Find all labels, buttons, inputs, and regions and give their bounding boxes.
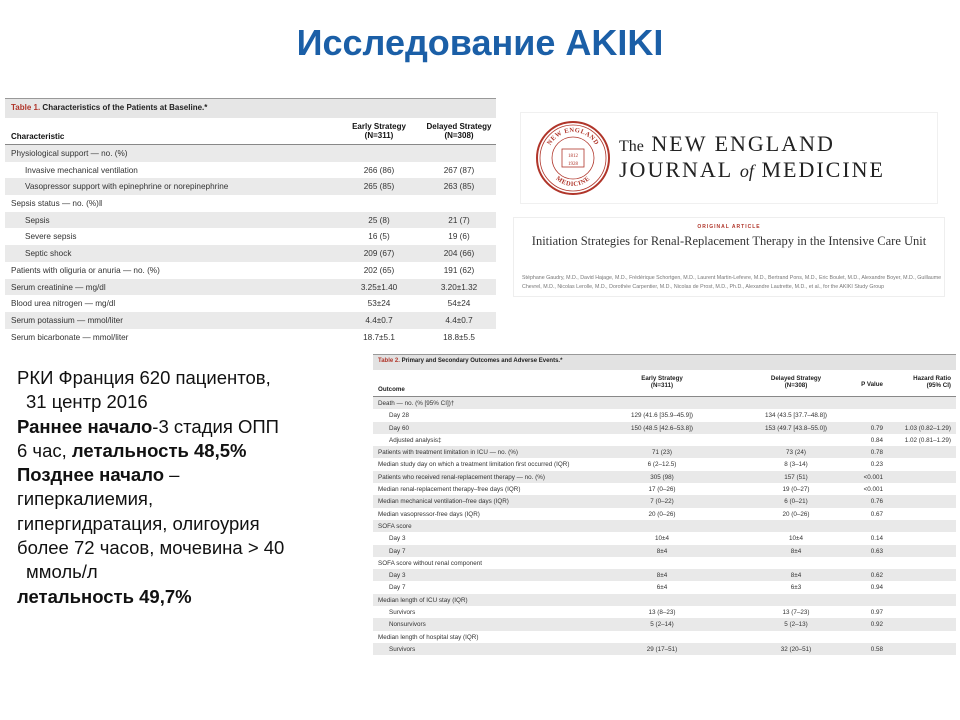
- row-p: <0.001: [863, 486, 883, 494]
- row-label: Death — no. (% [95% CI])†: [378, 400, 455, 407]
- row-early: 5 (2–14): [650, 621, 674, 629]
- row-p: 0.94: [870, 584, 883, 592]
- table-row: [373, 631, 956, 643]
- table-row: [373, 397, 956, 409]
- table-row: [373, 557, 956, 569]
- table1-header-early-n: (N=311): [364, 131, 394, 140]
- table1-caption-label: Table 1.: [11, 103, 41, 112]
- table-row: [373, 618, 956, 630]
- nejm-logo: [520, 112, 938, 204]
- row-p: 0.14: [870, 535, 883, 543]
- row-p: 0.78: [870, 449, 883, 457]
- row-delayed: 73 (24): [786, 449, 806, 457]
- row-delayed: 54±24: [447, 299, 471, 309]
- row-early: 25 (8): [368, 215, 390, 225]
- row-hr: 1.02 (0.81–1.29): [904, 436, 951, 444]
- article-title: Initiation Strategies for Renal-Replacement Therapy in the Intensive Care Unit: [531, 234, 927, 248]
- seal-year-1: 1812: [568, 154, 578, 159]
- row-delayed: 191 (62): [443, 265, 475, 275]
- row-p: 0.76: [870, 498, 883, 506]
- table-row: [5, 245, 496, 262]
- table-row: [5, 329, 496, 346]
- summary-line: [17, 463, 377, 487]
- table1-caption: [5, 99, 496, 118]
- table1-header: [5, 118, 496, 145]
- row-label: Blood urea nitrogen — mg/dl: [11, 299, 116, 309]
- row-label: Patients with oliguria or anuria — no. (%): [11, 265, 160, 275]
- row-p: 0.67: [870, 510, 883, 518]
- table-row: [5, 195, 496, 212]
- table-row: [373, 483, 956, 495]
- row-delayed: 153 (49.7 [43.8–55.0]): [765, 424, 827, 432]
- row-early: 7 (0–22): [650, 498, 674, 506]
- row-label: Severe sepsis: [25, 232, 77, 242]
- table2-caption: [373, 355, 956, 370]
- summary-line: гипергидратация, олигоурия: [17, 512, 260, 534]
- row-early: 266 (86): [363, 165, 395, 175]
- row-early: 6 (2–12.5): [647, 461, 677, 469]
- seal-bottom-text: MEDICINE: [554, 175, 592, 189]
- row-early: 20 (0–26): [648, 510, 676, 518]
- row-label: Sepsis status — no. (%)‖: [11, 199, 103, 209]
- row-label: Median length of hospital stay (IQR): [378, 633, 479, 641]
- outcomes-table: [373, 354, 956, 697]
- row-delayed: 8 (3–14): [784, 461, 808, 469]
- summary-line4-bold: летальность 48,5%: [71, 439, 247, 461]
- row-label: Patients with treatment limitation in ICU — no. (%): [378, 449, 518, 457]
- table2-header-early: [595, 375, 729, 389]
- summary-line: РКИ Франция 620 пациентов,: [17, 367, 271, 388]
- row-label: Septic shock: [25, 249, 72, 259]
- row-delayed: 21 (7): [448, 215, 470, 225]
- row-early: 18.7±5.1: [363, 332, 395, 342]
- row-label: Median study day on which a treatment limitation first occurred (IQR): [378, 461, 570, 469]
- row-delayed: 263 (85): [443, 182, 475, 192]
- summary-line10-bold: летальность 49,7%: [17, 585, 192, 607]
- table-row: [5, 145, 496, 162]
- table-row: [373, 409, 956, 421]
- row-label: Day 3: [389, 535, 406, 543]
- summary-line: гиперкалиемия,: [17, 488, 154, 510]
- table-row: [5, 178, 496, 195]
- table-row: [373, 532, 956, 544]
- row-delayed: 19 (0–27): [782, 486, 810, 494]
- table2-header-hr: [883, 375, 951, 389]
- row-label: Sepsis: [25, 215, 50, 225]
- row-label: Day 60: [389, 424, 409, 432]
- journal-name-line1: [619, 131, 835, 157]
- row-delayed: 18.8±5.5: [443, 332, 475, 342]
- summary-line: [17, 415, 377, 439]
- row-delayed: 32 (20–51): [780, 645, 812, 653]
- table-row: [5, 162, 496, 179]
- row-early: 202 (65): [363, 265, 395, 275]
- table1-header-early: [339, 122, 419, 140]
- row-early: 53±24: [367, 299, 391, 309]
- table-row: [373, 545, 956, 557]
- row-early: 150 (48.5 [42.6–53.8]): [631, 424, 693, 432]
- row-label: Patients who received renal-replacement therapy — no. (%): [378, 473, 545, 481]
- journal-the: The: [619, 138, 644, 155]
- table-row: [373, 594, 956, 606]
- summary-line: [17, 439, 377, 463]
- row-label: Day 28: [389, 412, 409, 420]
- table-row: [373, 495, 956, 507]
- row-label: Survivors: [389, 645, 416, 653]
- row-p: 0.23: [870, 461, 883, 469]
- row-label: Invasive mechanical ventilation: [25, 165, 138, 175]
- row-delayed: 10±4: [789, 535, 803, 543]
- row-delayed: 4.4±0.7: [445, 315, 473, 325]
- baseline-characteristics-table: [5, 98, 496, 351]
- row-label: Median length of ICU stay (IQR): [378, 596, 468, 604]
- row-label: Survivors: [389, 609, 416, 617]
- row-delayed: 6 (0–21): [784, 498, 808, 506]
- table2-header-early-label: Early Strategy: [641, 375, 683, 382]
- table-row: [5, 312, 496, 329]
- row-early: 6±4: [656, 584, 668, 592]
- row-early: 8±4: [656, 572, 668, 580]
- row-p: 0.84: [870, 436, 883, 444]
- row-label: Day 3: [389, 572, 406, 580]
- row-early: 305 (98): [650, 473, 674, 481]
- row-early: 16 (5): [368, 232, 390, 242]
- article-authors: Stéphane Gaudry, M.D., David Hajage, M.D., Frédérique Schortgen, M.D., Laurent Martin-Lefevre, M.D., Bertrand Pons, M.D., Eric Boulet, M.D., Alexandre Boyer, M.D., Guillaume Chevrel, M.D., Nicolas Lerolle, M.D., Dorothée Carpentier, M.D., Nicolas de Prost, M.D., Ph.D., Alexandre Lautrette, M.D., et al., for the AKIKI Study Group: [522, 275, 942, 290]
- summary-line4-plain: 6 час,: [17, 439, 72, 461]
- row-delayed: 13 (7–23): [782, 609, 810, 617]
- table1-header-delayed-n: (N=308): [444, 131, 474, 140]
- table1-caption-text: Characteristics of the Patients at Baseline.*: [40, 103, 208, 112]
- table-row: [5, 212, 496, 229]
- table2-header-outcome: Outcome: [378, 386, 405, 393]
- table2-header-delayed-label: Delayed Strategy: [770, 375, 822, 382]
- summary-late-rest: –: [164, 464, 180, 486]
- table-row: [373, 569, 956, 581]
- journal-name-line2: [619, 157, 885, 183]
- article-header: [513, 217, 945, 297]
- summary-early-rest: -3 стадия ОПП: [152, 415, 279, 437]
- row-delayed: 134 (43.5 [37.7–48.8]): [765, 412, 827, 420]
- row-early: 10±4: [655, 535, 669, 543]
- row-p: 0.62: [870, 572, 883, 580]
- nejm-seal-icon: [535, 120, 611, 196]
- table-row: [373, 643, 956, 655]
- journal-line2-of: of: [739, 161, 754, 181]
- table1-header-delayed: [419, 122, 496, 140]
- table1-header-characteristic: Characteristic: [11, 132, 65, 141]
- table2-header-delayed-n: (N=308): [784, 382, 808, 389]
- row-p: 0.58: [870, 645, 883, 653]
- seal-top-text: NEW ENGLAND: [545, 126, 601, 147]
- row-early: 13 (8–23): [648, 609, 676, 617]
- table-row: [373, 471, 956, 483]
- row-label: SOFA score: [378, 522, 412, 530]
- journal-line2-b: MEDICINE: [761, 157, 885, 182]
- table2-caption-label: Table 2.: [378, 358, 400, 364]
- table2-header: [373, 370, 956, 397]
- row-early: 17 (0–26): [648, 486, 676, 494]
- row-delayed: 5 (2–13): [784, 621, 808, 629]
- row-delayed: 3.20±1.32: [440, 282, 478, 292]
- summary-text: [17, 366, 377, 609]
- row-label: SOFA score without renal component: [378, 559, 482, 567]
- row-delayed: 8±4: [790, 547, 802, 555]
- row-label: Adjusted analysis‡: [389, 436, 442, 444]
- table-row: [373, 446, 956, 458]
- row-delayed: 157 (51): [784, 473, 808, 481]
- row-label: Median mechanical ventilation–free days (IQR): [378, 498, 509, 506]
- table2-header-hr-label: Hazard Ratio: [913, 375, 951, 382]
- row-delayed: 8±4: [790, 572, 802, 580]
- row-label: Median renal-replacement therapy–free days (IQR): [378, 486, 521, 494]
- table-row: [373, 581, 956, 593]
- row-delayed: 19 (6): [448, 232, 470, 242]
- summary-line: [17, 585, 377, 609]
- row-label: Day 7: [389, 584, 406, 592]
- row-early: 29 (17–51): [646, 645, 678, 653]
- row-label: Nonsurvivors: [389, 621, 426, 629]
- journal-line1-text: NEW ENGLAND: [651, 131, 835, 156]
- table-row: [373, 520, 956, 532]
- row-early: 71 (23): [652, 449, 672, 457]
- row-delayed: 204 (66): [443, 249, 475, 259]
- row-delayed: 267 (87): [443, 165, 475, 175]
- table-row: [373, 422, 956, 434]
- table1-header-delayed-label: Delayed Strategy: [426, 122, 492, 131]
- row-delayed: 6±3: [790, 584, 802, 592]
- table-row: [373, 606, 956, 618]
- row-label: Serum creatinine — mg/dl: [11, 282, 106, 292]
- summary-early-bold: Раннее начало: [17, 415, 153, 437]
- table-row: [5, 262, 496, 279]
- row-early: 4.4±0.7: [365, 315, 393, 325]
- summary-line: ммоль/л: [26, 561, 98, 583]
- row-label: Day 7: [389, 547, 406, 555]
- row-label: Serum bicarbonate — mmol/liter: [11, 332, 129, 342]
- row-label: Vasopressor support with epinephrine or norepinephrine: [25, 182, 229, 192]
- table2-caption-text: Primary and Secondary Outcomes and Adverse Events.*: [399, 358, 563, 364]
- summary-line: 31 центр 2016: [26, 391, 148, 413]
- row-delayed: 20 (0–26): [782, 510, 810, 518]
- row-p: <0.001: [863, 473, 883, 481]
- row-p: 0.92: [870, 621, 883, 629]
- slide-title: Исследование AKIKI: [296, 22, 664, 63]
- seal-year-2: 1928: [568, 162, 578, 167]
- row-early: 209 (67): [363, 249, 395, 259]
- table2-header-early-n: (N=311): [650, 382, 674, 389]
- summary-line: более 72 часов, мочевина > 40: [17, 537, 285, 559]
- table-row: [373, 458, 956, 470]
- row-label: Median vasopressor-free days (IQR): [378, 510, 480, 518]
- article-kind: ORIGINAL ARTICLE: [697, 224, 761, 230]
- row-p: 0.79: [870, 424, 883, 432]
- summary-late-bold: Позднее начало: [17, 464, 165, 486]
- row-label: Serum potassium — mmol/liter: [11, 315, 123, 325]
- row-label: Physiological support — no. (%): [11, 149, 128, 158]
- journal-line2-a: JOURNAL: [619, 157, 733, 182]
- table1-header-early-label: Early Strategy: [352, 122, 406, 131]
- row-early: 129 (41.6 [35.9–45.9]): [631, 412, 693, 420]
- row-early: 3.25±1.40: [360, 282, 398, 292]
- table-row: [5, 228, 496, 245]
- table-row: [373, 508, 956, 520]
- row-p: 0.63: [870, 547, 883, 555]
- table2-header-p: P Value: [861, 381, 883, 388]
- table2-header-hr-ci: (95% CI): [926, 382, 951, 389]
- row-early: 8±4: [656, 547, 668, 555]
- table-row: [373, 434, 956, 446]
- table-row: [5, 279, 496, 296]
- row-early: 265 (85): [363, 182, 395, 192]
- row-hr: 1.03 (0.82–1.29): [904, 424, 951, 432]
- table-row: [5, 295, 496, 312]
- row-p: 0.97: [870, 609, 883, 617]
